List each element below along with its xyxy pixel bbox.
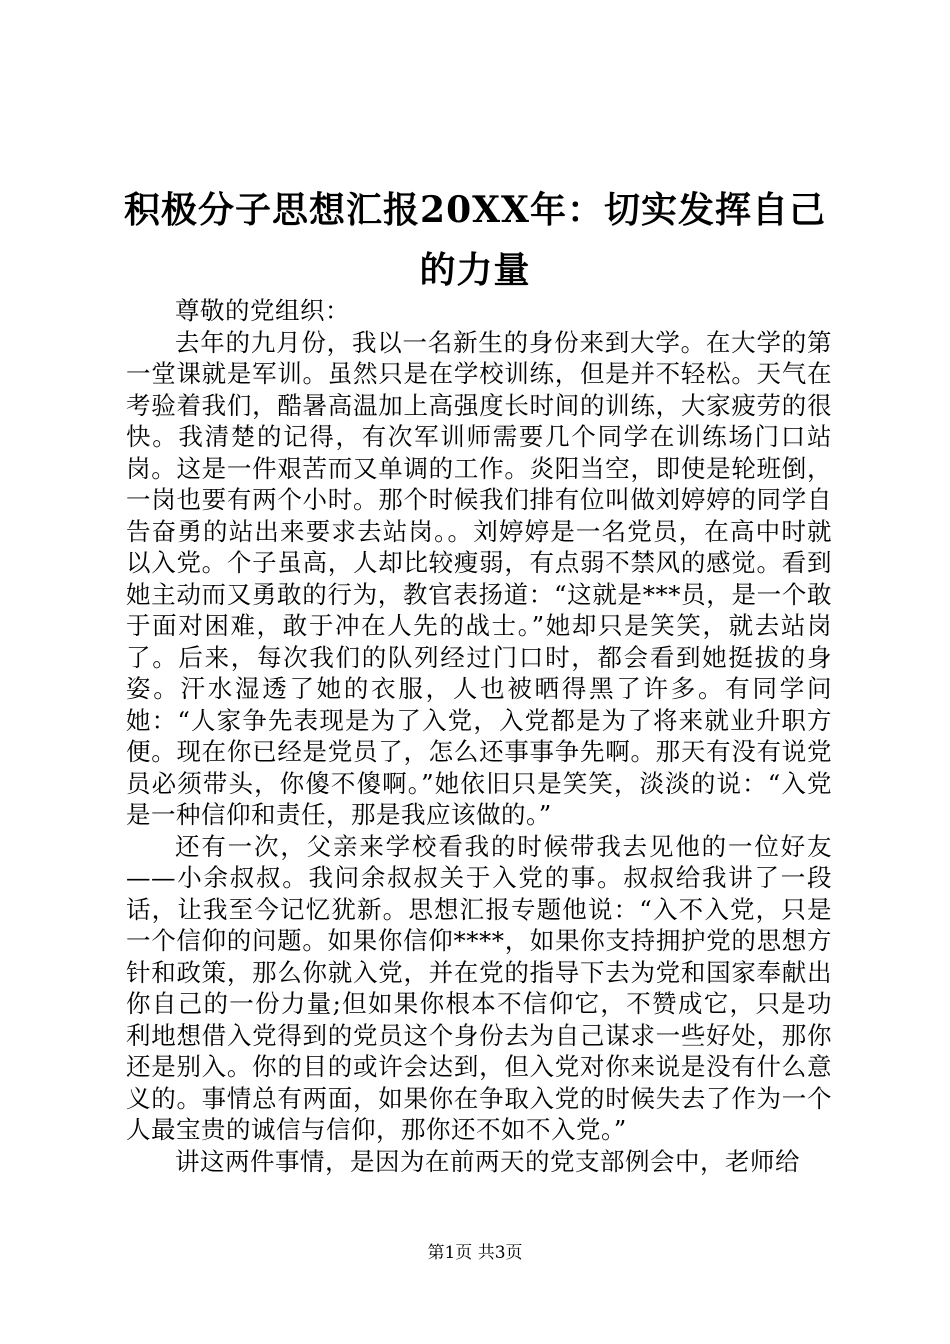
paragraph-3: 讲这两件事情，是因为在前两天的党支部例会中，老师给	[175, 1146, 800, 1176]
document-body	[126, 295, 832, 1177]
page-footer: 第1页 共3页	[427, 1243, 523, 1263]
paragraph-1: 去年的九月份，我以一名新生的身份来到大学。在大学的第一堂课就是军训。虽然只是在学校训练，但是并不轻松。天气在考验着我们，酷暑高温加上高强度长时间的训练，大家疲劳的很快。我清楚的记得，有次军训师需要几个同学在训练场门口站岗。这是一件艰苦而又单调的工作。炎阳当空，即使是轮班倒，一岗也要有两个小时。那个时候我们排有位叫做刘婷婷的同学自告奋勇的站出来要求去站岗。。刘婷婷是一名党员，在高中时就以入党。个子虽高，人却比较瘦弱，有点弱不禁风的感觉。看到她主动而又勇敢的行为，教官表扬道：“这就是***员，是一个敢于面对困难，敢于冲在人先的战士。”她却只是笑笑，就去站岗了。后来，每次我们的队列经过门口时，都会看到她挺拔的身姿。汗水湿透了她的衣服，人也被晒得黑了许多。有同学问她：“人家争先表现是为了入党，入党都是为了将来就业升职方便。现在你已经是党员了，怎么还事事争先啊。那天有没有说党员必须带头，你傻不傻啊。”她依旧只是笑笑，淡淡的说：“入党是一种信仰和责任，那是我应该做的。”	[126, 327, 832, 829]
salutation: 尊敬的党组织：	[175, 296, 350, 325]
document-title: 积极分子思想汇报20XX年：切实发挥自己的力量	[124, 189, 826, 291]
paragraph-2: 还有一次，父亲来学校看我的时候带我去见他的一位好友——小余叔叔。我问余叔叔关于入党的事。叔叔给我讲了一段话，让我至今记忆犹新。思想汇报专题他说：“入不入党，只是一个信仰的问题。如果你信仰****，如果你支持拥护党的思想方针和政策，那么你就入党，并在党的指导下去为党和国家奉献出你自己的一份力量;但如果你根本不信仰它，不赞成它，只是功利地想借入党得到的党员这个身份去为自己谋求一些好处，那你还是别入。你的目的或许会达到，但入党对你来说是没有什么意义的。事情总有两面，如果你在争取入党的时候失去了作为一个人最宝贵的诚信与信仰，那你还不如不入党。”	[126, 831, 832, 1144]
